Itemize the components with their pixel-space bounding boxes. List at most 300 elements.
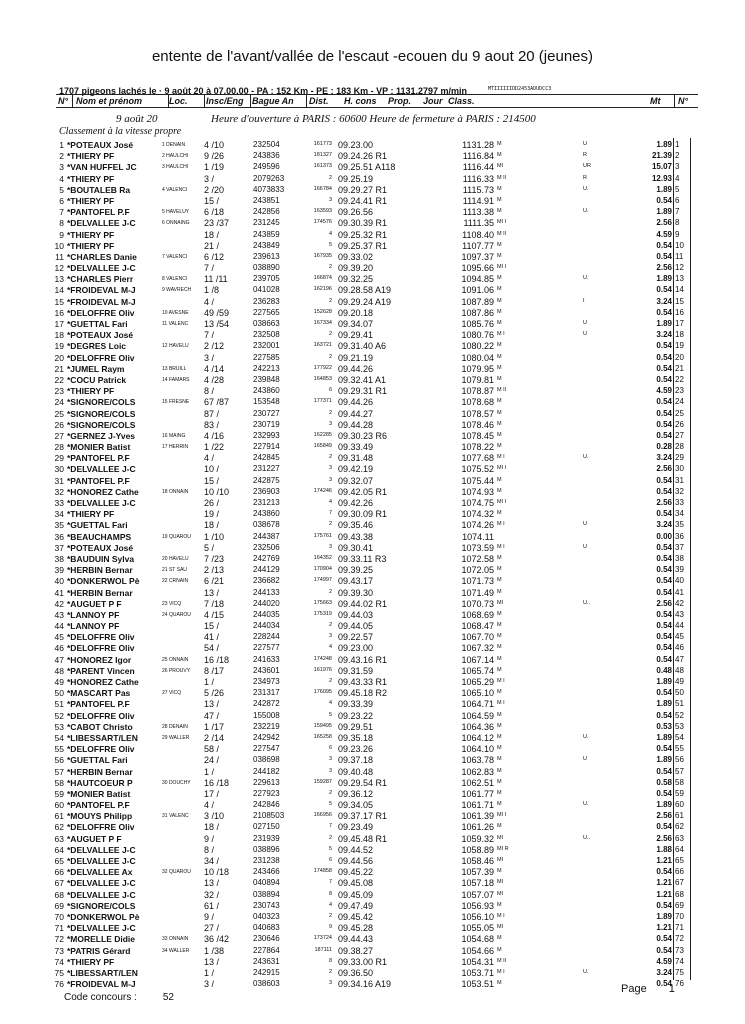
table-row	[0, 621, 745, 632]
cell-cls: M	[497, 588, 502, 595]
cell-rank: 21	[54, 363, 64, 374]
table-row	[0, 162, 745, 173]
cell-cls: M	[497, 364, 502, 371]
cell-bague: 244129	[253, 565, 280, 575]
cell-insc: 15 /	[204, 195, 220, 206]
cell-dist: 3	[328, 476, 332, 483]
cell-insc: 7 /23	[204, 553, 225, 564]
table-row	[0, 196, 745, 207]
cell-rank: 47	[54, 654, 64, 665]
cell-rank: 40	[54, 576, 64, 587]
cell-name: *DELOFFRE Oliv	[67, 710, 135, 721]
cell-heure: 09.24.41 R1	[338, 195, 388, 206]
cell-loc: 2 HAULCHI	[162, 153, 189, 160]
cell-name: *MONIER Batist	[67, 442, 131, 453]
cell-insc: 1 /19	[204, 162, 225, 173]
table-row	[0, 520, 745, 531]
cell-name: *DELVALLEE J-C	[67, 263, 136, 274]
cell-insc: 36 /42	[204, 934, 230, 945]
cell-bague: 231227	[253, 464, 280, 474]
cell-insc: 2 /20	[204, 184, 225, 195]
cell-bague: 231213	[253, 498, 280, 507]
cell-mt: 0.28	[656, 442, 672, 452]
table-row	[0, 431, 745, 442]
cell-dist: 3	[328, 196, 332, 203]
cell-cls: M I	[497, 700, 505, 707]
cell-loc: 17 HERRIN	[162, 444, 189, 451]
cell-vit: 1064.71	[461, 699, 494, 710]
cell-heure: 09.44.56	[338, 856, 374, 866]
cell-heure: 09.44.26	[338, 363, 374, 374]
cell-heure: 09.31.40 A6	[338, 341, 387, 352]
cell-cls: M	[497, 566, 502, 573]
cell-insc: 83 /	[204, 419, 220, 430]
cell-dist: 174246	[313, 487, 332, 494]
cell-insc: 6 /18	[204, 207, 225, 218]
cell-name: *HERBIN Bernar	[67, 766, 133, 777]
cell-bague: 243601	[253, 665, 280, 675]
cell-insc: 18 /	[204, 229, 220, 240]
cell-bague: 236283	[253, 296, 280, 306]
cell-insc: 4 /15	[204, 609, 225, 620]
cell-insc: 15 /	[204, 621, 220, 632]
cell-mt: 1.89	[656, 140, 672, 149]
cell-heure: 09.30.41	[338, 542, 374, 553]
cell-cls: M	[497, 767, 502, 774]
cell-insc: 2 /14	[204, 732, 225, 743]
cell-bague: 4073833	[253, 184, 285, 194]
cell-heure: 09.29.31 R1	[338, 386, 388, 397]
cell-name: *LIBESSART/LEN	[67, 732, 138, 743]
cell-dist: 2	[328, 678, 332, 684]
cell-insc: 1 /17	[204, 721, 225, 732]
cell-dist: 2	[328, 834, 332, 841]
cell-vit: 1061.71	[461, 800, 494, 811]
cell-m1: U	[583, 141, 587, 147]
cell-insc: 3 /10	[204, 811, 225, 822]
cell-bague: 239848	[253, 374, 280, 384]
cell-heure: 09.43.17	[338, 576, 374, 587]
cell-name: *DELOFFRE Oliv	[67, 744, 135, 755]
header-loc: Loc.	[169, 96, 188, 106]
cell-dist: 152628	[313, 308, 332, 315]
cell-rank: 6	[59, 195, 64, 206]
cell-loc: 16 MAING	[162, 432, 186, 439]
cell-mt: 0.54	[656, 509, 672, 519]
cell-cls: M	[497, 610, 502, 617]
cell-bague: 243836	[253, 151, 280, 161]
cell-mt: 0.54	[656, 766, 672, 776]
cell-insc: 13 /	[204, 587, 220, 598]
cell-name: *DELOFFRE Oliv	[67, 822, 135, 833]
cell-mt: 0.54	[656, 363, 672, 373]
cell-n: 42	[675, 598, 684, 608]
cell-insc: 9 /26	[204, 151, 225, 162]
cell-rank: 60	[54, 800, 64, 811]
cell-insc: 13 /	[204, 878, 220, 889]
cell-mt: 1.89	[656, 911, 672, 921]
cell-heure: 09.45.18 R2	[338, 688, 388, 699]
table-row	[0, 934, 745, 945]
cell-dist: 159495	[313, 722, 332, 729]
cell-rank: 4	[59, 173, 64, 184]
cell-mt: 0.54	[656, 576, 672, 586]
cell-cls: M	[497, 633, 502, 640]
cell-cls: M	[497, 252, 502, 259]
cell-insc: 9 /	[204, 833, 215, 844]
cell-name: *DELOFFRE Oliv	[67, 307, 135, 318]
cell-n: 21	[675, 363, 684, 373]
cell-heure: 09.25.32 R1	[338, 229, 388, 240]
cell-mt: 0.54	[656, 945, 672, 955]
cell-vit: 1078.87	[461, 386, 494, 397]
cell-dist: 3	[328, 767, 332, 774]
cell-mt: 3.24	[656, 520, 672, 530]
cell-insc: 6 /21	[204, 576, 225, 587]
cell-vit: 1063.78	[461, 755, 494, 766]
cell-rank: 12	[54, 263, 64, 274]
cell-mt: 2.56	[656, 811, 672, 821]
cell-dist: 164352	[313, 554, 332, 561]
cell-insc: 4 /16	[204, 430, 225, 441]
cell-bague: 244387	[253, 531, 280, 541]
cell-insc: 21 /	[204, 240, 220, 251]
cell-name: *DONKERWOL Pè	[67, 911, 140, 922]
cell-vit: 1054.68	[461, 934, 494, 945]
cell-mt: 1.89	[656, 800, 672, 810]
cell-n: 29	[675, 453, 684, 463]
cell-mt: 2.56	[656, 498, 672, 507]
table-row	[0, 744, 745, 755]
cell-mt: 0.54	[656, 688, 672, 698]
cell-n: 71	[675, 923, 684, 933]
cell-mt: 1.89	[656, 319, 672, 328]
cell-dist: 3	[328, 756, 332, 763]
cell-rank: 13	[54, 274, 64, 285]
cell-cls: M	[497, 801, 502, 808]
cell-vit: 1073.59	[461, 542, 494, 553]
cell-dist: 174997	[313, 577, 332, 584]
cell-rank: 74	[54, 956, 64, 967]
cell-cls: M II	[497, 387, 507, 394]
cell-heure: 09.43.33 R1	[338, 677, 388, 687]
cell-dist: 177371	[313, 398, 332, 405]
cell-cls: M II	[497, 230, 507, 237]
header-prop: Prop.	[388, 96, 412, 106]
cell-n: 63	[675, 833, 684, 843]
cell-mt: 0.54	[656, 621, 672, 631]
cell-rank: 59	[54, 788, 64, 799]
cell-n: 75	[675, 967, 684, 977]
cell-insc: 2 /12	[204, 341, 225, 352]
cell-bague: 232506	[253, 542, 280, 552]
results-table	[0, 140, 745, 990]
cell-bague: 242846	[253, 800, 280, 810]
cell-cls: MI I	[497, 499, 507, 505]
table-row	[0, 957, 745, 968]
cell-cls: MI	[497, 924, 504, 931]
cell-bague: 242213	[253, 363, 280, 373]
cell-heure: 09.33.11 R3	[338, 553, 387, 564]
cell-m1: U.	[583, 968, 589, 975]
cell-insc: 7 /	[204, 330, 215, 341]
cell-mt: 1.21	[656, 878, 672, 888]
cell-rank: 24	[54, 397, 64, 408]
cell-vit: 1115.73	[462, 184, 494, 195]
cell-mt: 3.24	[656, 296, 672, 306]
cell-name: *HONOREZ Igor	[67, 654, 132, 665]
cell-mt: 0.54	[656, 979, 672, 989]
cell-loc: 10 AVESNE	[162, 309, 189, 316]
cell-cls: M	[497, 778, 502, 785]
cell-heure: 09.26.56	[338, 207, 374, 218]
cell-heure: 09.39.20	[338, 263, 374, 274]
cell-cls: M	[497, 789, 502, 796]
cell-vit: 1065.74	[461, 665, 494, 676]
table-row	[0, 409, 745, 420]
cell-mt: 0.54	[656, 195, 672, 205]
header-mt: Mt	[650, 96, 661, 106]
cell-bague: 040894	[253, 878, 280, 888]
cell-heure: 09.45.42	[338, 911, 374, 922]
table-row	[0, 341, 745, 352]
cell-bague: 244034	[253, 621, 280, 631]
table-row	[0, 297, 745, 308]
table-row	[0, 878, 745, 889]
cell-bague: 040683	[253, 923, 280, 933]
cell-rank: 7	[59, 207, 64, 218]
cell-insc: 3 /	[204, 352, 215, 363]
cell-mt: 3.24	[656, 453, 672, 463]
cell-dist: 2	[328, 588, 332, 595]
cell-vit: 1108.40	[462, 229, 494, 240]
cell-vit: 1065.10	[461, 688, 494, 699]
cell-name: *DELOFFRE Oliv	[67, 352, 135, 363]
cell-n: 38	[675, 553, 684, 563]
cell-vit: 1114.91	[462, 195, 494, 206]
cell-dist: 2	[328, 521, 332, 528]
cell-n: 32	[675, 486, 684, 496]
cell-name: *THIERY PF	[67, 240, 115, 251]
cell-mt: 0.54	[656, 553, 672, 563]
cell-insc: 3 /	[204, 979, 215, 990]
cell-cls: M	[497, 711, 502, 718]
cell-rank: 10	[54, 240, 64, 251]
cell-rank: 34	[54, 509, 64, 520]
table-row	[0, 543, 745, 554]
cell-n: 43	[675, 609, 684, 619]
cell-dist: 2	[328, 789, 332, 796]
cell-dist: 177922	[313, 364, 332, 371]
cell-vit: 1116.84	[462, 151, 494, 162]
cell-name: *FROIDEVAL M-J	[67, 296, 136, 307]
cell-dist: 2	[328, 454, 332, 461]
cell-cls: M	[497, 443, 502, 450]
cell-mt: 0.53	[656, 721, 672, 731]
cell-rank: 20	[54, 352, 64, 363]
cell-heure: 09.33.39	[338, 699, 374, 710]
table-row	[0, 532, 745, 543]
cell-n: 54	[675, 732, 684, 742]
cell-n: 15	[675, 296, 684, 306]
cell-insc: 49 /59	[204, 307, 230, 318]
cell-loc: 9 WAVRECH	[162, 287, 192, 294]
cell-bague: 230719	[253, 419, 280, 429]
cell-name: *SIGNORE/COLS	[67, 419, 136, 430]
column-rule	[673, 138, 674, 980]
table-row	[0, 241, 745, 252]
cell-m1: U.	[583, 801, 589, 808]
cell-dist: 5	[328, 845, 332, 852]
header-n: N°	[678, 96, 689, 106]
header-dist: Dist.	[309, 96, 329, 106]
cell-name: *JUMEL Raym	[67, 363, 125, 374]
cell-heure: 09.37.17 R1	[338, 811, 388, 822]
cell-dist: 4	[328, 230, 332, 237]
cell-cls: M I	[497, 912, 505, 919]
cell-cls: M	[497, 823, 502, 830]
cell-rank: 72	[54, 934, 64, 945]
cell-mt: 4.59	[656, 386, 672, 396]
cell-cls: M	[497, 980, 502, 987]
cell-name: *DONKERWOL Pè	[67, 576, 140, 587]
cell-n: 51	[675, 699, 684, 709]
cell-bague: 040323	[253, 911, 280, 921]
cell-rank: 68	[54, 889, 64, 900]
table-row	[0, 778, 745, 789]
cell-rank: 61	[54, 811, 64, 822]
cell-cls: MI	[497, 879, 504, 886]
cell-rank: 35	[54, 520, 64, 531]
cell-mt: 0.54	[656, 419, 672, 429]
cell-cls: M I	[497, 521, 505, 528]
cell-vit: 1062.83	[461, 766, 494, 777]
table-row	[0, 453, 745, 464]
cell-vit: 1068.69	[461, 609, 494, 620]
cell-name: *SIGNORE/COLS	[67, 397, 136, 408]
cell-vit: 1068.47	[461, 621, 494, 632]
cell-name: *DELVALLEE J-C	[67, 844, 136, 855]
cell-heure: 09.33.00 R1	[338, 956, 388, 967]
table-row	[0, 610, 745, 621]
table-row	[0, 554, 745, 565]
cell-mt: 1.89	[656, 677, 672, 686]
cell-dist: 4	[328, 499, 332, 505]
cell-dist: 2	[328, 968, 332, 975]
cell-heure: 09.29.54 R1	[338, 777, 388, 788]
cell-heure: 09.45.28	[338, 923, 374, 934]
cell-vit: 1061.26	[461, 822, 494, 833]
cell-loc: 23 VICQ	[162, 600, 182, 607]
cell-n: 68	[675, 889, 684, 899]
cell-bague: 243631	[253, 956, 280, 966]
cell-cls: MI	[497, 857, 504, 863]
cell-name: *DELVALLEE J-C	[67, 878, 136, 889]
cell-n: 53	[675, 721, 684, 731]
cell-bague: 242872	[253, 699, 280, 709]
cell-rank: 57	[54, 766, 64, 777]
cell-vit: 1080.04	[461, 352, 494, 363]
cell-heure: 09.29.41	[338, 330, 374, 341]
cell-mt: 1.89	[656, 274, 672, 284]
cell-n: 19	[675, 341, 684, 351]
cell-vit: 1094.85	[461, 274, 494, 285]
cell-insc: 7 /18	[204, 598, 225, 609]
cell-vit: 1078.68	[461, 397, 494, 408]
cell-mt: 0.54	[656, 397, 672, 407]
cell-n: 33	[675, 498, 684, 507]
cell-dist: 162196	[313, 286, 332, 293]
cell-cls: M	[497, 756, 502, 763]
table-row	[0, 263, 745, 274]
table-row	[0, 285, 745, 296]
cell-vit: 1085.76	[461, 319, 494, 329]
cell-heure: 09.34.05	[338, 800, 374, 811]
cell-heure: 09.33.49	[338, 442, 374, 453]
cell-rank: 67	[54, 878, 64, 889]
table-row	[0, 252, 745, 263]
cell-bague: 230743	[253, 900, 280, 910]
cell-bague: 155008	[253, 710, 280, 720]
cell-n: 67	[675, 878, 684, 888]
cell-name: *AUGUET P F	[67, 833, 122, 844]
cell-rank: 28	[54, 442, 64, 453]
cell-vit: 1072.58	[461, 553, 494, 564]
cell-mt: 0.48	[656, 665, 672, 675]
cell-heure: 09.34.16 A19	[338, 979, 392, 990]
cell-cls: M	[497, 510, 502, 517]
cell-bague: 242845	[253, 453, 280, 463]
cell-n: 11	[675, 251, 684, 261]
cell-insc: 5 /26	[204, 688, 225, 699]
cell-n: 20	[675, 352, 684, 362]
cell-n: 2	[675, 151, 680, 161]
cell-cls: M	[497, 689, 502, 696]
cell-insc: 4 /28	[204, 374, 225, 385]
cell-rank: 70	[54, 911, 64, 922]
cell-heure: 09.42.05 R1	[338, 486, 388, 497]
cell-n: 66	[675, 867, 684, 877]
cell-name: *DELVALLEE J-C	[67, 498, 136, 508]
cell-rank: 18	[54, 330, 64, 341]
cell-dist: 167935	[313, 252, 332, 259]
cell-n: 56	[675, 755, 684, 765]
table-row	[0, 140, 745, 151]
cell-name: *AUGUET P F	[67, 598, 122, 609]
cell-mt: 0.54	[656, 408, 672, 418]
cell-dist: 161976	[313, 666, 332, 673]
cell-dist: 2	[328, 353, 332, 360]
cell-rank: 38	[54, 553, 64, 564]
cell-loc: 26 PROUVY	[162, 667, 191, 674]
cell-mt: 0.54	[656, 934, 672, 944]
cell-insc: 87 /	[204, 408, 220, 419]
cell-vit: 1074.26	[461, 520, 494, 531]
cell-cls: M	[497, 554, 502, 561]
cell-dist: 175663	[313, 599, 332, 606]
cell-bague: 242769	[253, 553, 280, 563]
cell-dist: 166784	[313, 185, 332, 192]
cell-loc: 33 ONNAIN	[162, 936, 189, 943]
cell-rank: 31	[54, 475, 64, 486]
cell-mt: 0.54	[656, 285, 672, 295]
cell-n: 72	[675, 934, 684, 944]
cell-rank: 26	[54, 419, 64, 430]
release-date: 9 août 20	[116, 113, 158, 125]
cell-n: 64	[675, 844, 684, 854]
cell-insc: 2 /13	[204, 565, 225, 576]
cell-n: 57	[675, 766, 684, 776]
